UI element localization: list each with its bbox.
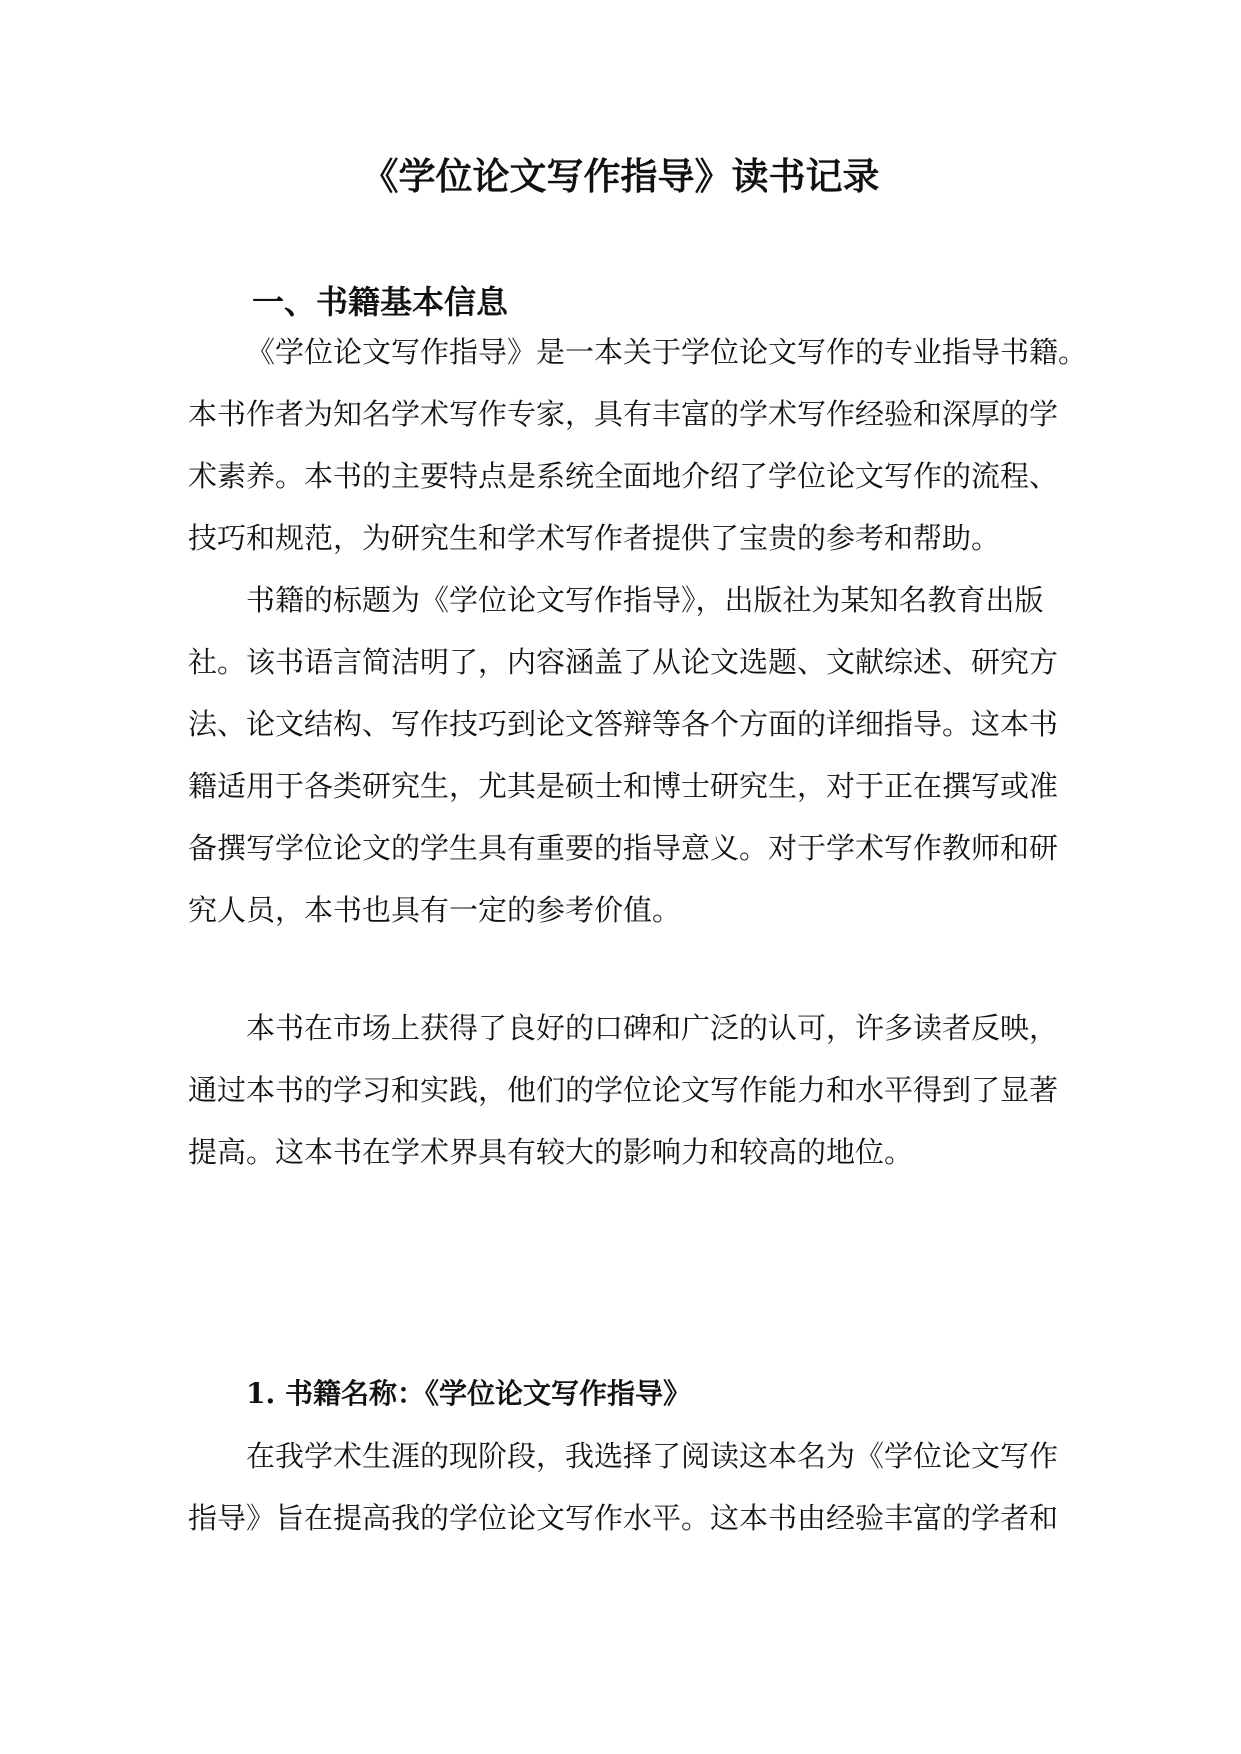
paragraph-line: 法、论文结构、写作技巧到论文答辩等各个方面的详细指导。这本书 — [188, 707, 1059, 741]
paragraph-line: 术素养。本书的主要特点是系统全面地介绍了学位论文写作的流程、 — [188, 459, 1059, 493]
paragraph-line: 《学位论文写作指导》是一本关于学位论文写作的专业指导书籍。 — [246, 335, 1088, 369]
paragraph-line: 社。该书语言简洁明了，内容涵盖了从论文选题、文献综述、研究方 — [188, 645, 1059, 679]
paragraph-line: 本书在市场上获得了良好的口碑和广泛的认可，许多读者反映， — [246, 1011, 1059, 1045]
paragraph-line: 在我学术生涯的现阶段，我选择了阅读这本名为《学位论文写作 — [246, 1439, 1059, 1473]
subsection-heading-book-name: 1. 书籍名称：《学位论文写作指导》 — [246, 1377, 691, 1410]
paragraph-line: 通过本书的学习和实践，他们的学位论文写作能力和水平得到了显著 — [188, 1073, 1059, 1107]
paragraph-line: 技巧和规范，为研究生和学术写作者提供了宝贵的参考和帮助。 — [188, 521, 1001, 555]
paragraph-line: 籍适用于各类研究生，尤其是硕士和博士研究生，对于正在撰写或准 — [188, 769, 1059, 803]
paragraph-line: 备撰写学位论文的学生具有重要的指导意义。对于学术写作教师和研 — [188, 831, 1059, 865]
document-title: 《学位论文写作指导》读书记录 — [361, 154, 880, 198]
paragraph-line: 指导》旨在提高我的学位论文写作水平。这本书由经验丰富的学者和 — [188, 1501, 1059, 1535]
paragraph-line: 书籍的标题为《学位论文写作指导》，出版社为某知名教育出版 — [246, 583, 1044, 617]
section-heading-book-info: 一、书籍基本信息 — [252, 283, 509, 321]
paragraph-line: 本书作者为知名学术写作专家，具有丰富的学术写作经验和深厚的学 — [188, 397, 1059, 431]
paragraph-line: 究人员，本书也具有一定的参考价值。 — [188, 893, 682, 927]
paragraph-line: 提高。这本书在学术界具有较大的影响力和较高的地位。 — [188, 1135, 914, 1169]
